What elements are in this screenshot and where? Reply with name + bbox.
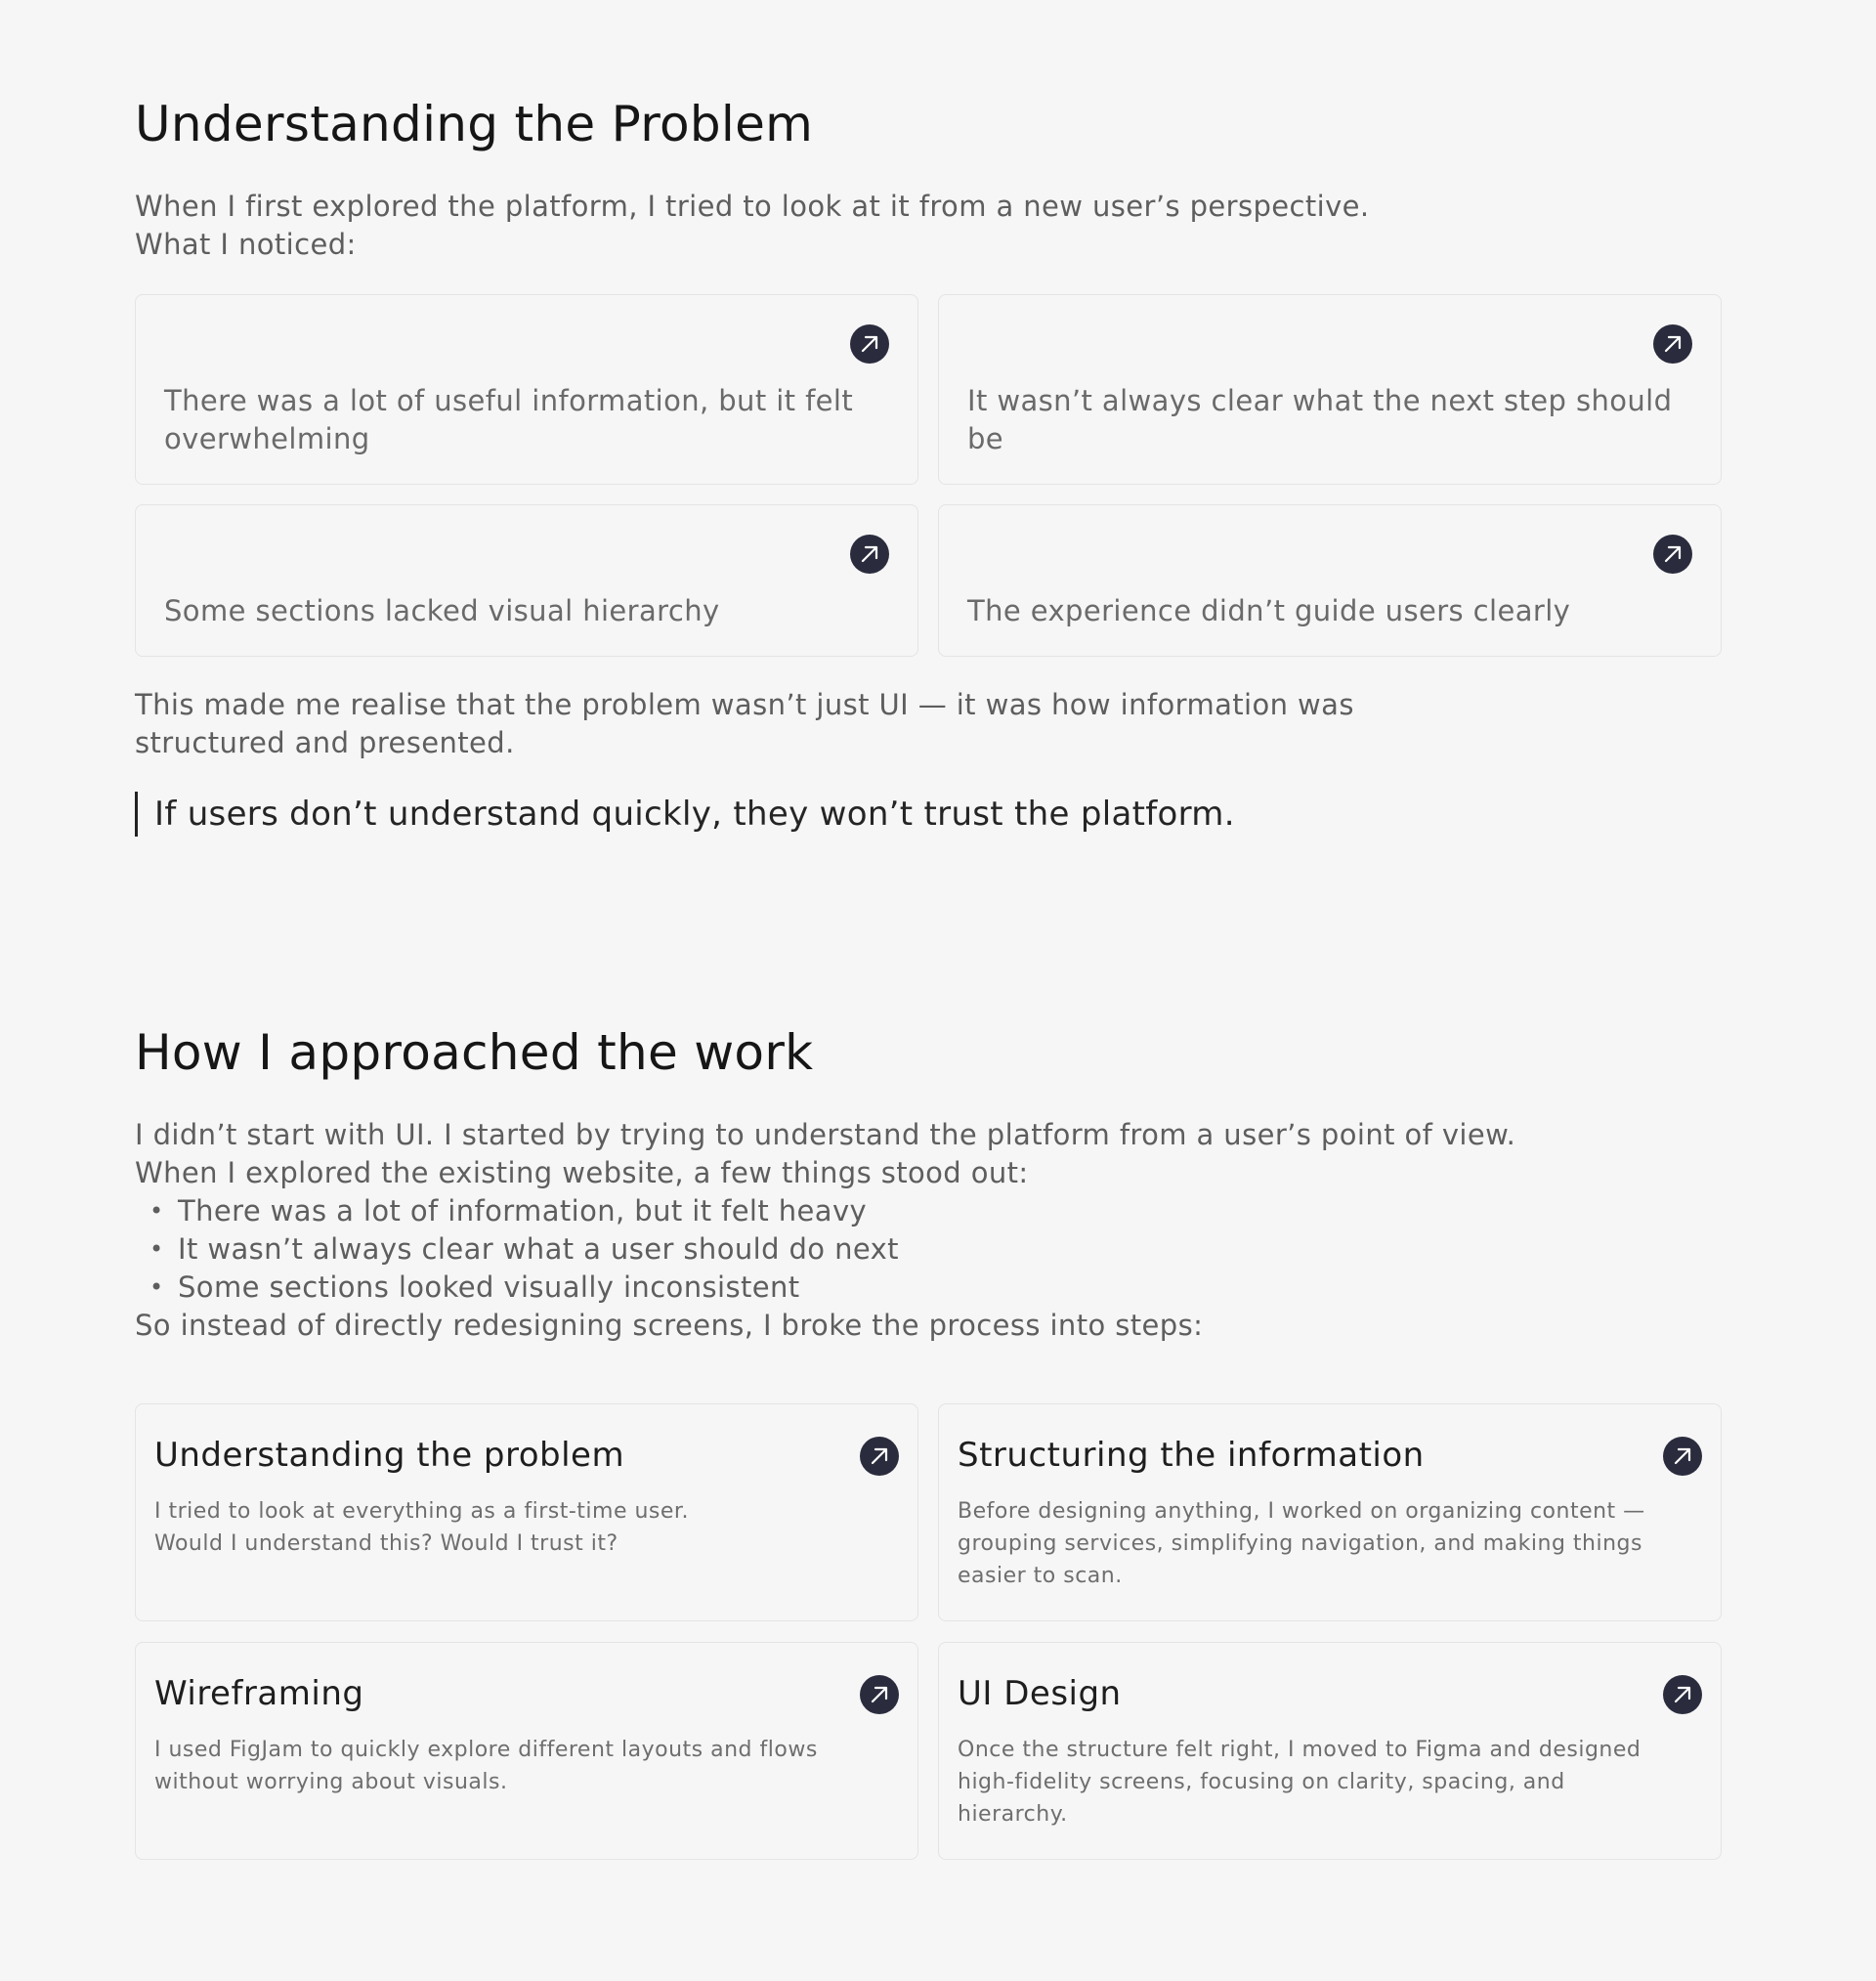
arrow-up-right-icon[interactable]	[860, 1437, 899, 1476]
observation-card-text: It wasn’t always clear what the next step should be	[967, 384, 1673, 455]
section-title-approach: How I approached the work	[135, 1024, 814, 1081]
step-card-ui-design[interactable]	[938, 1642, 1722, 1860]
step-card-structuring[interactable]	[938, 1403, 1722, 1621]
observations-list	[135, 1192, 1722, 1307]
arrow-up-right-icon[interactable]	[1663, 1675, 1702, 1714]
section1-intro	[135, 188, 1552, 264]
step-card-description: I tried to look at everything as a first-time user. Would I understand this? Would I trust it?	[154, 1499, 689, 1556]
section2-intro-outro: So instead of directly redesigning screens, I broke the process into steps:	[135, 1309, 1204, 1342]
arrow-up-right-icon[interactable]	[860, 1675, 899, 1714]
step-card-description: Before designing anything, I worked on organizing content — grouping services, simplifying navigation, and making things easier to scan.	[958, 1499, 1645, 1588]
observation-card[interactable]	[938, 504, 1722, 657]
arrow-up-right-icon[interactable]	[1653, 324, 1692, 364]
observation-card-text: There was a lot of useful information, but it felt overwhelming	[164, 384, 854, 455]
section1-conclusion	[135, 686, 1522, 762]
section2-intro	[135, 1116, 1722, 1345]
step-card-description: I used FigJam to quickly explore different layouts and flows without worrying about visuals.	[154, 1738, 818, 1794]
step-card-description: Once the structure felt right, I moved to Figma and designed high-fidelity screens, focusing on clarity, spacing, and hierarchy.	[958, 1738, 1642, 1827]
step-card-title: Wireframing	[154, 1674, 364, 1713]
observation-card[interactable]	[135, 504, 918, 657]
observation-card[interactable]	[135, 294, 918, 485]
step-card-understanding[interactable]	[135, 1403, 918, 1621]
observation-card-text: Some sections lacked visual hierarchy	[164, 594, 720, 627]
observation-card[interactable]	[938, 294, 1722, 485]
step-card-title: Structuring the information	[958, 1436, 1425, 1475]
section1-intro-line2: What I noticed:	[135, 228, 357, 261]
list-item: • Some sections looked visually inconsistent	[149, 1270, 800, 1304]
list-item: • There was a lot of information, but it felt heavy	[149, 1194, 868, 1227]
section-title-understanding-problem: Understanding the Problem	[135, 96, 814, 152]
arrow-up-right-icon[interactable]	[1663, 1437, 1702, 1476]
section1-conclusion-line1: This made me realise that the problem wasn’t just UI — it was how information was	[135, 688, 1354, 721]
step-card-title: Understanding the problem	[154, 1436, 625, 1475]
arrow-up-right-icon[interactable]	[1653, 535, 1692, 574]
section1-conclusion-line2: structured and presented.	[135, 726, 515, 759]
arrow-up-right-icon[interactable]	[850, 535, 889, 574]
section2-intro-line2: When I explored the existing website, a few things stood out:	[135, 1156, 1029, 1189]
step-card-title: UI Design	[958, 1674, 1122, 1713]
step-card-wireframing[interactable]	[135, 1642, 918, 1860]
arrow-up-right-icon[interactable]	[850, 324, 889, 364]
list-item: • It wasn’t always clear what a user should do next	[149, 1232, 899, 1266]
observation-card-text: The experience didn’t guide users clearly	[967, 594, 1571, 627]
pull-quote: If users don’t understand quickly, they won’t trust the platform.	[135, 792, 1235, 837]
section1-intro-line1: When I first explored the platform, I tried to look at it from a new user’s perspective.	[135, 190, 1370, 223]
section2-intro-line1: I didn’t start with UI. I started by trying to understand the platform from a user’s point of view.	[135, 1118, 1516, 1151]
